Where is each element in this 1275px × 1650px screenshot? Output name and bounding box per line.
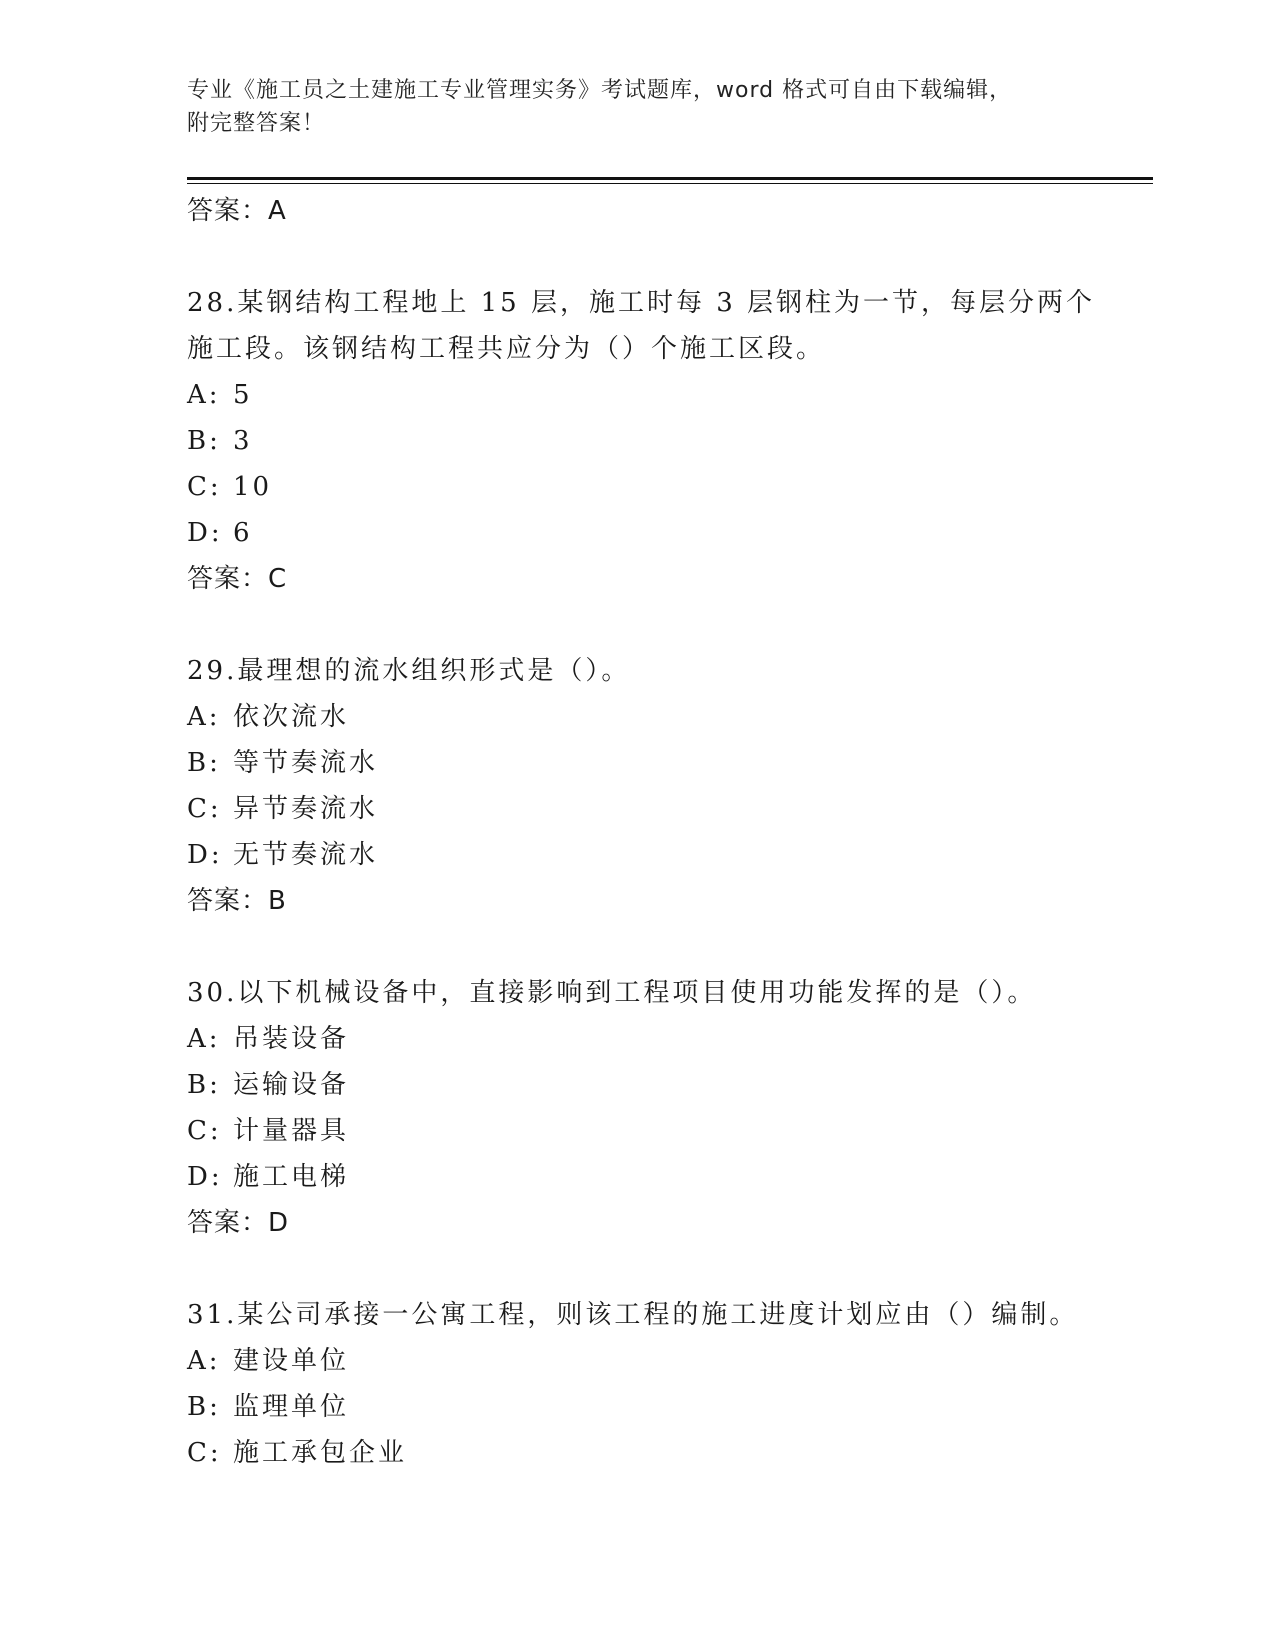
option-text: 5 xyxy=(233,380,253,410)
option-letter: C: xyxy=(187,1438,222,1468)
option-letter: A: xyxy=(187,1346,221,1376)
question-line: 30.以下机械设备中，直接影响到工程项目使用功能发挥的是（）。 xyxy=(187,978,1037,1008)
option-text: 异节奏流水 xyxy=(233,794,379,824)
option-text: 吊装设备 xyxy=(233,1024,350,1054)
question-text xyxy=(187,280,1127,372)
question-block xyxy=(187,1292,1127,1476)
question-line: 28.某钢结构工程地上 15 层，施工时每 3 层钢柱为一节，每层分两个 xyxy=(187,288,1096,318)
answer-option xyxy=(187,464,1127,510)
option-letter: D: xyxy=(187,840,223,870)
answer-label: 答案： xyxy=(187,564,269,594)
spacer xyxy=(187,234,1127,280)
question-line: 31.某公司承接一公寓工程，则该工程的施工进度计划应由（）编制。 xyxy=(187,1300,1079,1330)
option-text: 无节奏流水 xyxy=(233,840,379,870)
answer-value: A xyxy=(268,196,287,226)
answer-value: D xyxy=(268,1208,290,1238)
answer-label: 答案： xyxy=(187,1208,269,1238)
answer-line xyxy=(187,556,1127,602)
option-letter: A: xyxy=(187,1024,221,1054)
spacer xyxy=(187,924,1127,970)
question-block xyxy=(187,280,1127,648)
answer-option xyxy=(187,1016,1127,1062)
answer-option xyxy=(187,1154,1127,1200)
option-text: 施工承包企业 xyxy=(233,1438,408,1468)
page-header xyxy=(187,74,1087,140)
question-line: 施工段。该钢结构工程共应分为（）个施工区段。 xyxy=(187,334,826,364)
option-text: 建设单位 xyxy=(233,1346,350,1376)
answer-option xyxy=(187,786,1127,832)
header-line-2: 附完整答案！ xyxy=(187,111,326,136)
question-text xyxy=(187,970,1127,1016)
answer-line xyxy=(187,878,1127,924)
option-letter: D: xyxy=(187,518,223,548)
question-block xyxy=(187,648,1127,970)
option-letter: A: xyxy=(187,380,221,410)
answer-option xyxy=(187,740,1127,786)
header-rule-thick xyxy=(187,177,1153,180)
option-letter: B: xyxy=(187,748,221,778)
option-text: 计量器具 xyxy=(233,1116,350,1146)
question-list xyxy=(187,280,1127,1476)
question-line: 29.最理想的流水组织形式是（）。 xyxy=(187,656,631,686)
answer-value: C xyxy=(268,564,288,594)
option-letter: C: xyxy=(187,1116,222,1146)
option-text: 运输设备 xyxy=(233,1070,350,1100)
question-text xyxy=(187,1292,1127,1338)
option-text: 3 xyxy=(233,426,253,456)
option-text: 等节奏流水 xyxy=(233,748,379,778)
answer-option xyxy=(187,1062,1127,1108)
answer-option xyxy=(187,1430,1127,1476)
answer-option xyxy=(187,372,1127,418)
option-text: 依次流水 xyxy=(233,702,350,732)
answer-value: B xyxy=(268,886,287,916)
answer-option xyxy=(187,1384,1127,1430)
answer-option xyxy=(187,1108,1127,1154)
spacer xyxy=(187,602,1127,648)
answer-option xyxy=(187,418,1127,464)
answer-line xyxy=(187,188,1127,234)
exam-content xyxy=(187,188,1127,1476)
header-line-1: 专业《施工员之土建施工专业管理实务》考试题库，word 格式可自由下载编辑， xyxy=(187,78,1013,103)
header-rule-thin xyxy=(187,183,1153,184)
option-text: 监理单位 xyxy=(233,1392,350,1422)
option-letter: B: xyxy=(187,1070,221,1100)
question-text xyxy=(187,648,1127,694)
option-letter: B: xyxy=(187,426,221,456)
answer-line xyxy=(187,1200,1127,1246)
option-letter: A: xyxy=(187,702,221,732)
option-letter: D: xyxy=(187,1162,223,1192)
answer-option xyxy=(187,832,1127,878)
option-letter: B: xyxy=(187,1392,221,1422)
answer-option xyxy=(187,1338,1127,1384)
answer-option xyxy=(187,694,1127,740)
option-text: 施工电梯 xyxy=(233,1162,350,1192)
question-block xyxy=(187,970,1127,1292)
option-letter: C: xyxy=(187,472,222,502)
answer-option xyxy=(187,510,1127,556)
option-text: 10 xyxy=(233,472,273,502)
option-text: 6 xyxy=(233,518,253,548)
answer-label: 答案： xyxy=(187,196,269,226)
option-letter: C: xyxy=(187,794,222,824)
answer-label: 答案： xyxy=(187,886,269,916)
spacer xyxy=(187,1246,1127,1292)
